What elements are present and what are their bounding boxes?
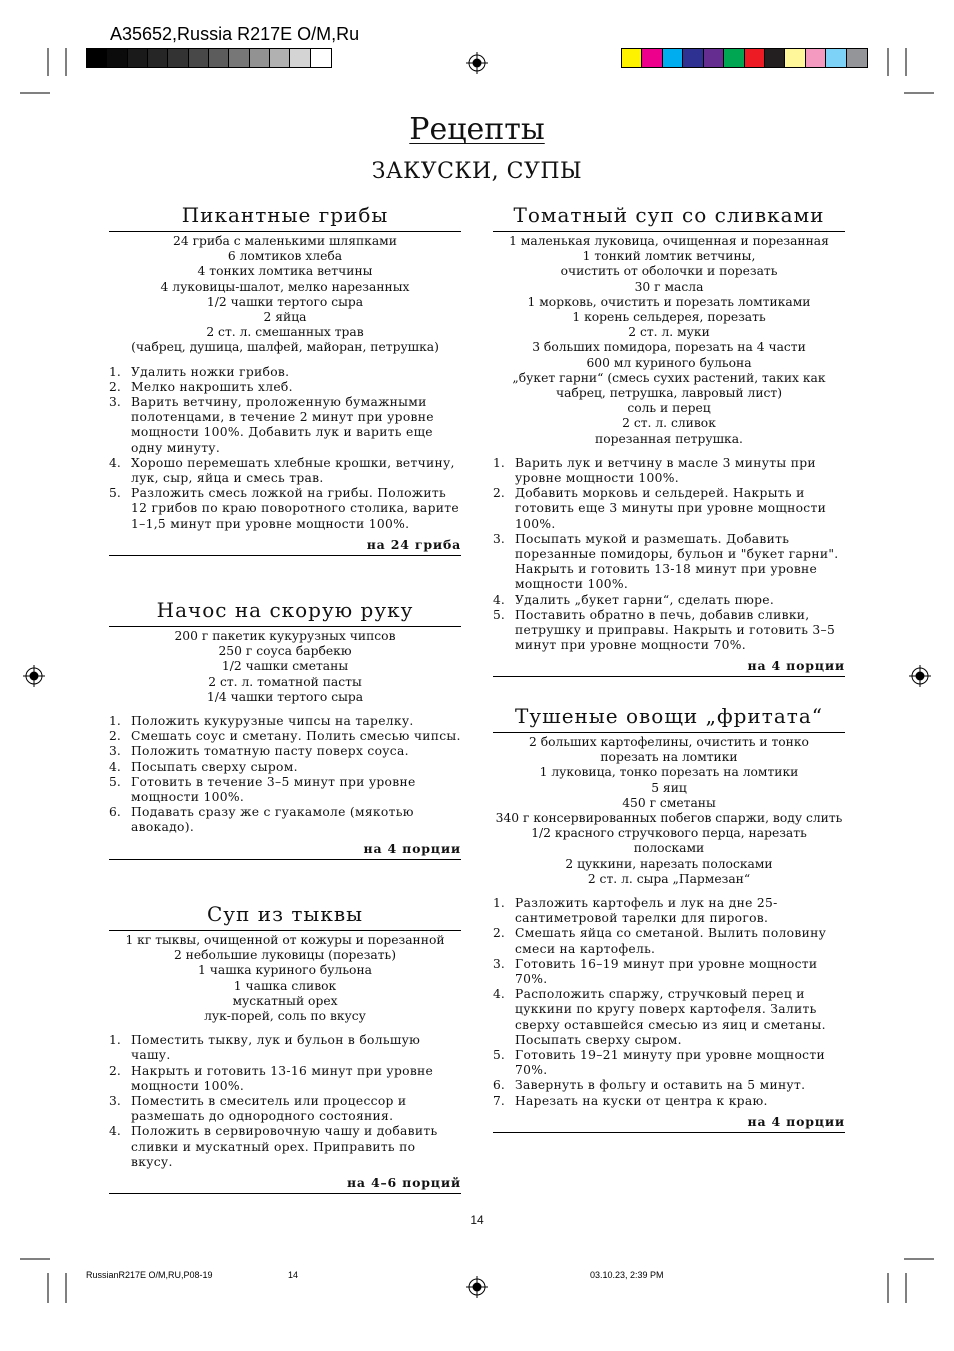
page-number: 14: [470, 1213, 484, 1227]
step-number: 2.: [493, 486, 505, 501]
ingredient-line: 1 луковица, тонко порезать на ломтики: [539, 765, 799, 780]
footer-file-name: RussianR217E O/M,RU,P08-19: [86, 1270, 213, 1280]
ingredient-line: 24 гриба с маленькими шляпками: [173, 234, 397, 248]
recipe-nachos: [109, 598, 461, 860]
recipe-step: [493, 1048, 845, 1078]
recipe-step: [493, 608, 845, 654]
ingredient-line: чабрец, петрушка, лавровый лист): [555, 386, 783, 401]
recipe-yield: на 24 гриба: [109, 537, 461, 556]
step-number: 2.: [109, 379, 121, 394]
ingredient-line: 1/2 чашки тертого сыра: [206, 294, 364, 309]
recipe-step: [109, 714, 461, 729]
recipe-step: [109, 744, 461, 759]
ingredient-line: 2 небольшие луковицы (порезать): [173, 948, 397, 963]
recipe-frittata: [493, 704, 845, 1133]
ingredient-list: [493, 733, 845, 887]
step-text: Разложить смесь ложкой на грибы. Положить 12 грибов по краю поворотного столика, варите 1–1,5 минут при уровне мощности 100%.: [131, 486, 459, 531]
ingredient-list: [109, 232, 461, 356]
recipe-step: [109, 486, 461, 532]
step-number: 2.: [109, 729, 121, 744]
step-text: Готовить 16–19 минут при уровне мощности 70%.: [515, 956, 818, 987]
step-text: Завернуть в фольгу и оставить на 5 минут.: [515, 1078, 806, 1093]
recipe-step: [109, 760, 461, 775]
recipe-step: [109, 395, 461, 456]
ingredient-list: [109, 931, 461, 1024]
step-number: 5.: [109, 774, 121, 789]
ingredient-line: 1 кг тыквы, очищенной от кожуры и порезанной: [125, 933, 445, 947]
step-number: 6.: [109, 805, 121, 820]
recipe-step: [493, 987, 845, 1048]
recipe-title: Тушеные овощи „фритата“: [493, 704, 845, 733]
ingredient-line: 2 ст. л. смешанных трав: [206, 325, 364, 340]
step-number: 2.: [493, 926, 505, 941]
recipe-yield: на 4 порции: [493, 1114, 845, 1133]
step-number: 5.: [493, 607, 505, 622]
step-text: Посыпать мукой и размешать. Добавить порезанные помидоры, бульон и "букет гарни". Накрыть и готовить 13-18 минут при уровне мощности 100%.: [515, 531, 839, 592]
step-number: 3.: [109, 1094, 121, 1109]
recipe-step: [493, 456, 845, 486]
step-text: Поместить тыкву, лук и бульон в большую чашу.: [131, 1033, 421, 1063]
step-text: Положить томатную пасту поверх соуса.: [131, 744, 409, 759]
recipe-pumpkin-soup: [109, 902, 461, 1194]
recipe-step: [109, 1124, 461, 1170]
footer-date: 03.10.23, 2:39 PM: [590, 1270, 664, 1280]
document-code: A35652,Russia R217E O/M,Ru: [110, 24, 360, 44]
ingredient-line: 1 морковь, очистить и порезать ломтиками: [527, 294, 811, 309]
ingredient-line: 4 тонких ломтика ветчины: [197, 264, 373, 279]
ingredient-line: 1 тонкий ломтик ветчины,: [582, 249, 756, 264]
ingredient-line: порезать на ломтики: [600, 750, 738, 765]
ingredient-line: 2 ст. л. сыра „Пармезан“: [587, 871, 751, 886]
step-number: 5.: [493, 1048, 505, 1063]
ingredient-line: 2 больших картофелины, очистить и тонко: [529, 735, 809, 749]
recipe-step: [493, 957, 845, 987]
step-number: 6.: [493, 1078, 505, 1093]
step-number: 1.: [493, 455, 505, 470]
step-list: [493, 896, 845, 1109]
ingredient-line: 450 г сметаны: [622, 795, 716, 810]
step-text: Готовить 19–21 минуту при уровне мощности 70%.: [515, 1048, 825, 1078]
page-subtitle: ЗАКУСКИ, СУПЫ: [371, 159, 583, 184]
step-number: 4.: [109, 455, 121, 470]
ingredient-line: „букет гарни“ (смесь сухих растений, таких как: [512, 370, 826, 385]
recipe-step: [109, 775, 461, 805]
step-number: 2.: [109, 1063, 121, 1078]
page-title: Рецепты: [409, 112, 545, 147]
step-text: Положить в сервировочную чашу и добавить сливки и мускатный орех. Приправить по вкусу.: [131, 1124, 438, 1169]
ingredient-line: 2 цуккини, нарезать полосками: [565, 856, 773, 871]
step-number: 5.: [109, 486, 121, 501]
ingredient-list: [493, 232, 845, 447]
step-text: Расположить спаржу, стручковый перец и цуккини по кругу поверх картофеля. Залить сверху оставшейся смесью из яиц и сметаны. Посыпать сверху сыром.: [515, 987, 826, 1047]
registration-mark-left: [23, 665, 45, 687]
ingredient-line: 30 г масла: [634, 279, 704, 294]
ingredient-line: 1/2 чашки сметаны: [221, 659, 349, 674]
step-number: 7.: [493, 1093, 505, 1108]
registration-mark-top: [466, 52, 488, 74]
recipe-step: [109, 1064, 461, 1094]
recipe-step: [493, 1094, 845, 1109]
step-number: 1.: [109, 714, 121, 729]
ingredient-line: очистить от оболочки и порезать: [560, 264, 778, 279]
ingredient-line: 3 больших помидора, порезать на 4 части: [532, 340, 806, 355]
ingredient-line: мускатный орех: [232, 993, 338, 1008]
recipe-step: [109, 729, 461, 744]
ingredient-line: соль и перец: [627, 401, 711, 416]
ingredient-line: 1 чашка куриного бульона: [198, 963, 372, 978]
recipe-title: Томатный суп со сливками: [493, 203, 845, 232]
recipe-step: [493, 1078, 845, 1093]
step-text: Хорошо перемешать хлебные крошки, ветчину, лук, сыр, яйца и смесь трав.: [131, 455, 455, 486]
recipe-step: [493, 532, 845, 593]
step-number: 1.: [109, 364, 121, 379]
ingredient-line: 1/4 чашки тертого сыра: [206, 689, 364, 704]
step-text: Посыпать сверху сыром.: [131, 759, 298, 774]
step-text: Положить кукурузные чипсы на тарелку.: [131, 714, 414, 729]
recipe-title: Начос на скорую руку: [109, 598, 461, 627]
recipe-step: [493, 896, 845, 926]
recipe-tomato-soup: [493, 203, 845, 677]
ingredient-line: 2 ст. л. томатной пасты: [208, 674, 362, 689]
recipe-step: [109, 456, 461, 486]
step-list: [109, 1033, 461, 1170]
ingredient-line: полосками: [633, 841, 705, 856]
step-number: 1.: [493, 896, 505, 911]
ingredient-line: лук-порей, соль по вкусу: [204, 1009, 366, 1024]
recipe-title: Суп из тыквы: [109, 902, 461, 931]
ingredient-line: 2 ст. л. сливок: [622, 416, 716, 431]
step-number: 1.: [109, 1033, 121, 1048]
step-text: Поместить в смеситель или процессор и размешать до однородного состояния.: [131, 1094, 407, 1124]
step-list: [109, 714, 461, 836]
step-list: [493, 456, 845, 654]
step-text: Подавать сразу же с гуакамоле (мякотью авокадо).: [131, 805, 414, 835]
step-text: Поставить обратно в печь, добавив сливки, петрушку и приправы. Накрыть и готовить 3–5 минут при уровне мощности 70%.: [515, 607, 836, 653]
step-text: Удалить „букет гарни“, сделать пюре.: [515, 592, 775, 607]
step-number: 3.: [109, 744, 121, 759]
ingredient-line: 200 г пакетик кукурузных чипсов: [174, 629, 396, 643]
step-text: Смешать яйца со сметаной. Вылить половину смеси на картофель.: [515, 926, 827, 956]
step-number: 4.: [493, 592, 505, 607]
registration-mark-bottom: [466, 1276, 488, 1298]
step-text: Удалить ножки грибов.: [131, 364, 290, 379]
ingredient-line: 2 ст. л. муки: [628, 325, 710, 340]
ingredient-line: 340 г консервированных побегов спаржи, воду слить: [495, 811, 843, 826]
step-number: 3.: [493, 531, 505, 546]
recipe-title: Пикантные грибы: [109, 203, 461, 232]
footer-page-number: 14: [288, 1270, 299, 1280]
recipe-step: [109, 1033, 461, 1063]
ingredient-line: 1 чашка сливок: [233, 978, 337, 993]
step-text: Добавить морковь и сельдерей. Накрыть и готовить еще 3 минуты при уровне мощности 100%.: [515, 486, 827, 531]
step-text: Варить лук и ветчину в масле 3 минуты при уровне мощности 100%.: [515, 455, 816, 486]
step-number: 4.: [493, 987, 505, 1002]
ingredient-line: порезанная петрушка.: [595, 431, 743, 446]
ingredient-line: 4 луковицы-шалот, мелко нарезанных: [160, 279, 410, 294]
ingredient-line: 2 яйца: [263, 310, 307, 325]
ingredient-line: 1 маленькая луковица, очищенная и порезанная: [509, 234, 829, 248]
ingredient-line: 5 яиц: [651, 780, 687, 795]
step-text: Накрыть и готовить 13-16 минут при уровне мощности 100%.: [131, 1063, 434, 1093]
step-text: Смешать соус и сметану. Полить смесью чипсы.: [131, 729, 461, 744]
ingredient-line: 6 ломтиков хлеба: [227, 249, 343, 264]
recipe-step: [109, 1094, 461, 1124]
recipe-step: [493, 926, 845, 956]
recipe-step: [493, 486, 845, 532]
ingredient-line: 1/2 красного стручкового перца, нарезать: [531, 826, 807, 841]
step-text: Мелко накрошить хлеб.: [131, 379, 293, 394]
ingredient-list: [109, 627, 461, 705]
recipe-step: [493, 593, 845, 608]
recipe-step: [109, 380, 461, 395]
recipe-step: [109, 365, 461, 380]
step-text: Варить ветчину, проложенную бумажными полотенцами, в течение 2 минут при уровне мощности 100%. Добавить лук и варить еще одну минуту.: [131, 395, 434, 455]
ingredient-line: 1 корень сельдерея, порезать: [572, 310, 766, 325]
step-list: [109, 365, 461, 532]
step-text: Готовить в течение 3–5 минут при уровне мощности 100%.: [131, 774, 416, 805]
step-text: Разложить картофель и лук на дне 25-сантиметровой тарелки для пирогов.: [515, 896, 778, 926]
step-text: Нарезать на куски от центра к краю.: [515, 1093, 768, 1108]
registration-mark-right: [909, 665, 931, 687]
recipe-yield: на 4–6 порций: [109, 1175, 461, 1194]
step-number: 4.: [109, 759, 121, 774]
recipe-yield: на 4 порции: [109, 841, 461, 860]
step-number: 3.: [493, 956, 505, 971]
ingredient-line: (чабрец, душица, шалфей, майоран, петрушка): [131, 340, 439, 355]
recipe-step: [109, 805, 461, 835]
step-number: 4.: [109, 1124, 121, 1139]
ingredient-line: 600 мл куриного бульона: [586, 355, 752, 370]
recipe-mushrooms: [109, 203, 461, 556]
step-number: 3.: [109, 395, 121, 410]
ingredient-line: 250 г соуса барбекю: [218, 644, 352, 659]
recipe-yield: на 4 порции: [493, 658, 845, 677]
